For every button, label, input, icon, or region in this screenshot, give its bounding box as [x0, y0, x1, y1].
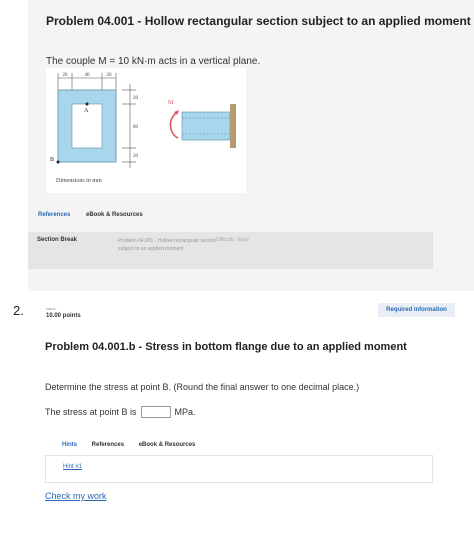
answer-unit: MPa.	[174, 407, 196, 417]
check-my-work-link[interactable]: Check my work	[45, 491, 107, 501]
points-value: 10.00 points	[46, 313, 81, 319]
tab-ebook-resources-2[interactable]: eBook & Resources	[138, 442, 196, 448]
question-title: Problem 04.001.b - Stress in bottom flange due to an applied moment	[45, 341, 407, 353]
beam-side-view	[182, 112, 230, 140]
dim-right-1: 20	[133, 96, 138, 101]
tab-ebook-resources[interactable]: eBook & Resources	[86, 212, 143, 218]
question-statement: Determine the stress at point B. (Round the final answer to one decimal place.)	[45, 382, 360, 392]
tab-references[interactable]: References	[38, 212, 71, 218]
required-information-button[interactable]: Required information	[378, 303, 455, 317]
dim-top-3: 20	[106, 73, 112, 78]
point-b-label: B	[50, 157, 55, 163]
wall-support	[230, 104, 236, 148]
problem-title: Problem 04.001 - Hollow rectangular section subject to an applied moment	[46, 14, 471, 28]
point-a-label: A	[84, 108, 89, 114]
hint-panel	[45, 455, 433, 483]
moment-arrow-icon	[170, 112, 178, 138]
figure-drawing	[46, 68, 246, 193]
beam-figure	[46, 68, 246, 193]
difficulty-label: Difficulty: Easy	[216, 237, 249, 243]
point-b-marker	[57, 161, 60, 164]
hint-1-link[interactable]: Hint #1	[63, 464, 83, 470]
question-number: 2.	[13, 303, 24, 318]
answer-prefix: The stress at point B is	[45, 407, 137, 417]
moment-label: M	[168, 100, 174, 106]
dim-top-2: 40	[84, 73, 90, 78]
dim-right-2: 80	[133, 125, 138, 130]
tab-hints[interactable]: Hints	[62, 442, 77, 448]
section-break-text: Problem 04.001 - Hollow rectangular section subject to an applied moment	[118, 238, 217, 252]
figure-caption: Dimensions in mm	[56, 178, 102, 184]
hint-tabs	[62, 442, 208, 448]
dim-top-1: 20	[62, 73, 68, 78]
dim-right-3: 20	[133, 154, 138, 159]
section-break-label: Section Break	[37, 237, 78, 243]
stress-answer-input[interactable]	[141, 406, 171, 418]
answer-row	[45, 406, 196, 418]
resource-tabs	[38, 212, 157, 218]
problem-statement: The couple M = 10 kN·m acts in a vertical plane.	[46, 56, 261, 67]
tab-references-2[interactable]: References	[91, 442, 125, 448]
value-label: value:	[46, 306, 57, 311]
section-break-panel	[28, 232, 433, 269]
point-a-marker	[86, 103, 89, 106]
